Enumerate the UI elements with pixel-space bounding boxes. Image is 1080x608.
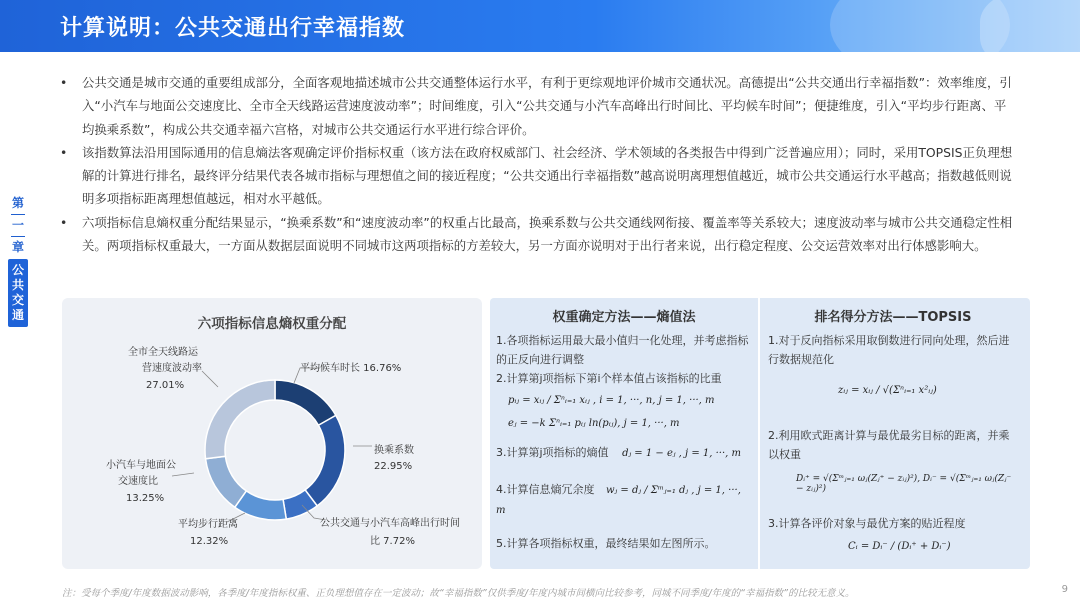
bullet-text: 公共交通是城市交通的重要组成部分，全面客观地描述城市公共交通整体运行水平，有利于更综观地评价城市交通状况。高德提出“公共交通出行幸福指数”：效率维度，引入“小汽车与地面公交速度比、全市全天线路运营速度波动率”；时间维度，引入“公共交通与小汽车高峰出行时间比、平均候车时间”；便捷维度，引入“平均步行距离、平均换乘系数”，构成公共交通幸福六宫格，对城市公共交通运行水平进行综合评价。 xyxy=(82,75,1012,137)
entropy-step-5: 5.计算各项指标权重，最终结果如左图所示。 xyxy=(496,537,716,550)
entropy-title: 权重确定方法——熵值法 xyxy=(552,310,696,325)
slice-label-wait-time: 平均候车时长 16.76% xyxy=(300,363,402,374)
pie-chart-panel xyxy=(62,298,482,569)
bullet-item xyxy=(60,211,1018,258)
slice-label-peak-ratio-value: 比 7.72% xyxy=(370,536,415,547)
topsis-step-2: 2.利用欧式距离计算与最优最劣目标的距离，并乘以权重 xyxy=(768,429,1010,461)
topsis-formula-c: Cᵢ = Dᵢ⁻ / (Dᵢ⁺ + Dᵢ⁻) xyxy=(848,541,951,552)
slice-label-fluctuation-value: 27.01% xyxy=(146,380,185,391)
section-label xyxy=(8,259,28,327)
bullet-marker: • xyxy=(60,75,68,90)
entropy-formula-d: dⱼ = 1 − eⱼ , j = 1, ···, m xyxy=(622,448,741,459)
slice-label-speed-ratio-2: 交速度比 xyxy=(118,476,158,487)
section-char: 共 xyxy=(11,278,24,292)
entropy-formula-w: wⱼ = dⱼ / Σᵐⱼ₌₁ dⱼ , j = 1, ···, m xyxy=(496,485,741,516)
page-title: 计算说明：公共交通出行幸福指数 xyxy=(60,16,406,41)
chapter-divider xyxy=(11,214,25,215)
slice-label-speed-ratio-value: 13.25% xyxy=(126,493,165,504)
chapter-char: 第 xyxy=(11,196,24,210)
section-char: 交 xyxy=(11,293,24,307)
bullet-marker: • xyxy=(60,214,68,230)
slice-label-walk: 平均步行距离 xyxy=(178,519,238,530)
chapter-tag xyxy=(8,196,28,327)
slice-label-speed-ratio: 小汽车与地面公 xyxy=(106,460,176,471)
donut-slice xyxy=(206,456,247,507)
section-char: 通 xyxy=(11,308,24,322)
entropy-step-4-text: 4.计算信息熵冗余度 xyxy=(496,483,595,496)
page-number: 9 xyxy=(1061,584,1068,595)
entropy-step-3 xyxy=(496,443,752,463)
topsis-step-1: 1.对于反向指标采用取倒数进行同向处理，然后进行数据规范化 xyxy=(768,334,1010,366)
bullet-text: 六项指标信息熵权重分配结果显示，“换乘系数”和“速度波动率”的权重占比最高，换乘系数与公共交通线网衔接、覆盖率等关系较大；速度波动率与城市公共交通稳定性相关。两项指标权重最大，一方面从数据层面说明不同城市这两项指标的方差较大，另一方面亦说明对于出行者来说，出行稳定程度、公交运营效率对出行体感影响大。 xyxy=(82,214,1013,254)
topsis-formula-z: zᵢⱼ = xᵢⱼ / √(Σⁿᵢ₌₁ x²ᵢⱼ) xyxy=(838,385,937,396)
title-bar-decoration xyxy=(980,0,1080,52)
bullet-text: 该指数算法沿用国际通用的信息熵法客观确定评价指标权重（该方法在政府权威部门、社会经济、学术领域的各类报告中得到广泛普遍应用）；同时，采用TOPSIS正负理想解的计算进行排名，最终评分结果代表各城市指标与理想值之间的接近程度；“公共交通出行幸福指数”越高说明离理想值越近，城市公共交通运行水平越高；指数越低则说明多项指标距离理想值越远，相对水平越低。 xyxy=(82,144,1013,207)
entropy-method xyxy=(496,298,752,553)
slice-label-peak-ratio: 公共交通与小汽车高峰出行时间 xyxy=(320,518,460,529)
chapter-char: 一 xyxy=(11,218,24,232)
bullet-marker: • xyxy=(60,144,68,160)
slice-label-transfer: 换乘系数 xyxy=(374,445,414,456)
entropy-formula-p: pᵢⱼ = xᵢⱼ / Σⁿᵢ₌₁ xᵢⱼ , i = 1, ···, n, j = 1, ···, m xyxy=(508,395,715,406)
footnote: 注：受每个季度/年度数据波动影响，各季度/年度指标权重、正负理想值存在一定波动；故“幸福指数”仅供季度/年度内城市间横向比较参考，同城不同季度/年度的“幸福指数”的比较无意义。 xyxy=(62,588,855,599)
bullet-list xyxy=(60,71,1018,257)
entropy-step-2: 2.计算第j项指标下第i个样本值占该指标的比重 xyxy=(496,372,722,385)
leader-line xyxy=(202,371,218,387)
entropy-step-4 xyxy=(496,480,752,520)
chapter-divider xyxy=(11,236,25,237)
donut-slice xyxy=(275,380,336,425)
slice-label-fluctuation-2: 营速度波动率 xyxy=(142,363,202,374)
section-char: 公 xyxy=(11,263,24,277)
methods-panel xyxy=(490,298,1030,569)
slice-label-fluctuation: 全市全天线路运 xyxy=(128,347,198,358)
topsis-step-3: 3.计算各评价对象与最优方案的贴近程度 xyxy=(768,517,966,530)
donut-chart xyxy=(62,298,482,569)
slice-label-transfer-value: 22.95% xyxy=(374,461,413,472)
chapter-char: 章 xyxy=(11,240,24,254)
slice-label-walk-value: 12.32% xyxy=(190,536,229,547)
topsis-title: 排名得分方法——TOPSIS xyxy=(814,310,972,325)
donut-slice xyxy=(305,415,345,506)
topsis-method xyxy=(768,298,1018,552)
entropy-step-1: 1.各项指标运用最大最小值归一化处理，并考虑指标的正反向进行调整 xyxy=(496,334,749,366)
title-bar xyxy=(0,0,1080,52)
donut-slice xyxy=(205,380,275,459)
entropy-step-3-text: 3.计算第j项指标的熵值 xyxy=(496,446,609,459)
topsis-formula-d: Dᵢ⁺ = √(Σᵐⱼ₌₁ ωⱼ(Zⱼ⁺ − zᵢⱼ)²), Dᵢ⁻ = √(Σᵐⱼ₌₁ ωⱼ(Zⱼ⁻ − zᵢⱼ)²) xyxy=(796,474,1012,494)
entropy-formula-e: eⱼ = −k Σⁿᵢ₌₁ pᵢⱼ ln(pᵢⱼ), j = 1, ···, m xyxy=(508,418,680,429)
leader-line xyxy=(172,473,194,476)
chart-title: 六项指标信息熵权重分配 xyxy=(197,316,347,332)
bullet-item xyxy=(60,71,1018,141)
bullet-item xyxy=(60,141,1018,211)
panel-divider xyxy=(758,290,760,575)
